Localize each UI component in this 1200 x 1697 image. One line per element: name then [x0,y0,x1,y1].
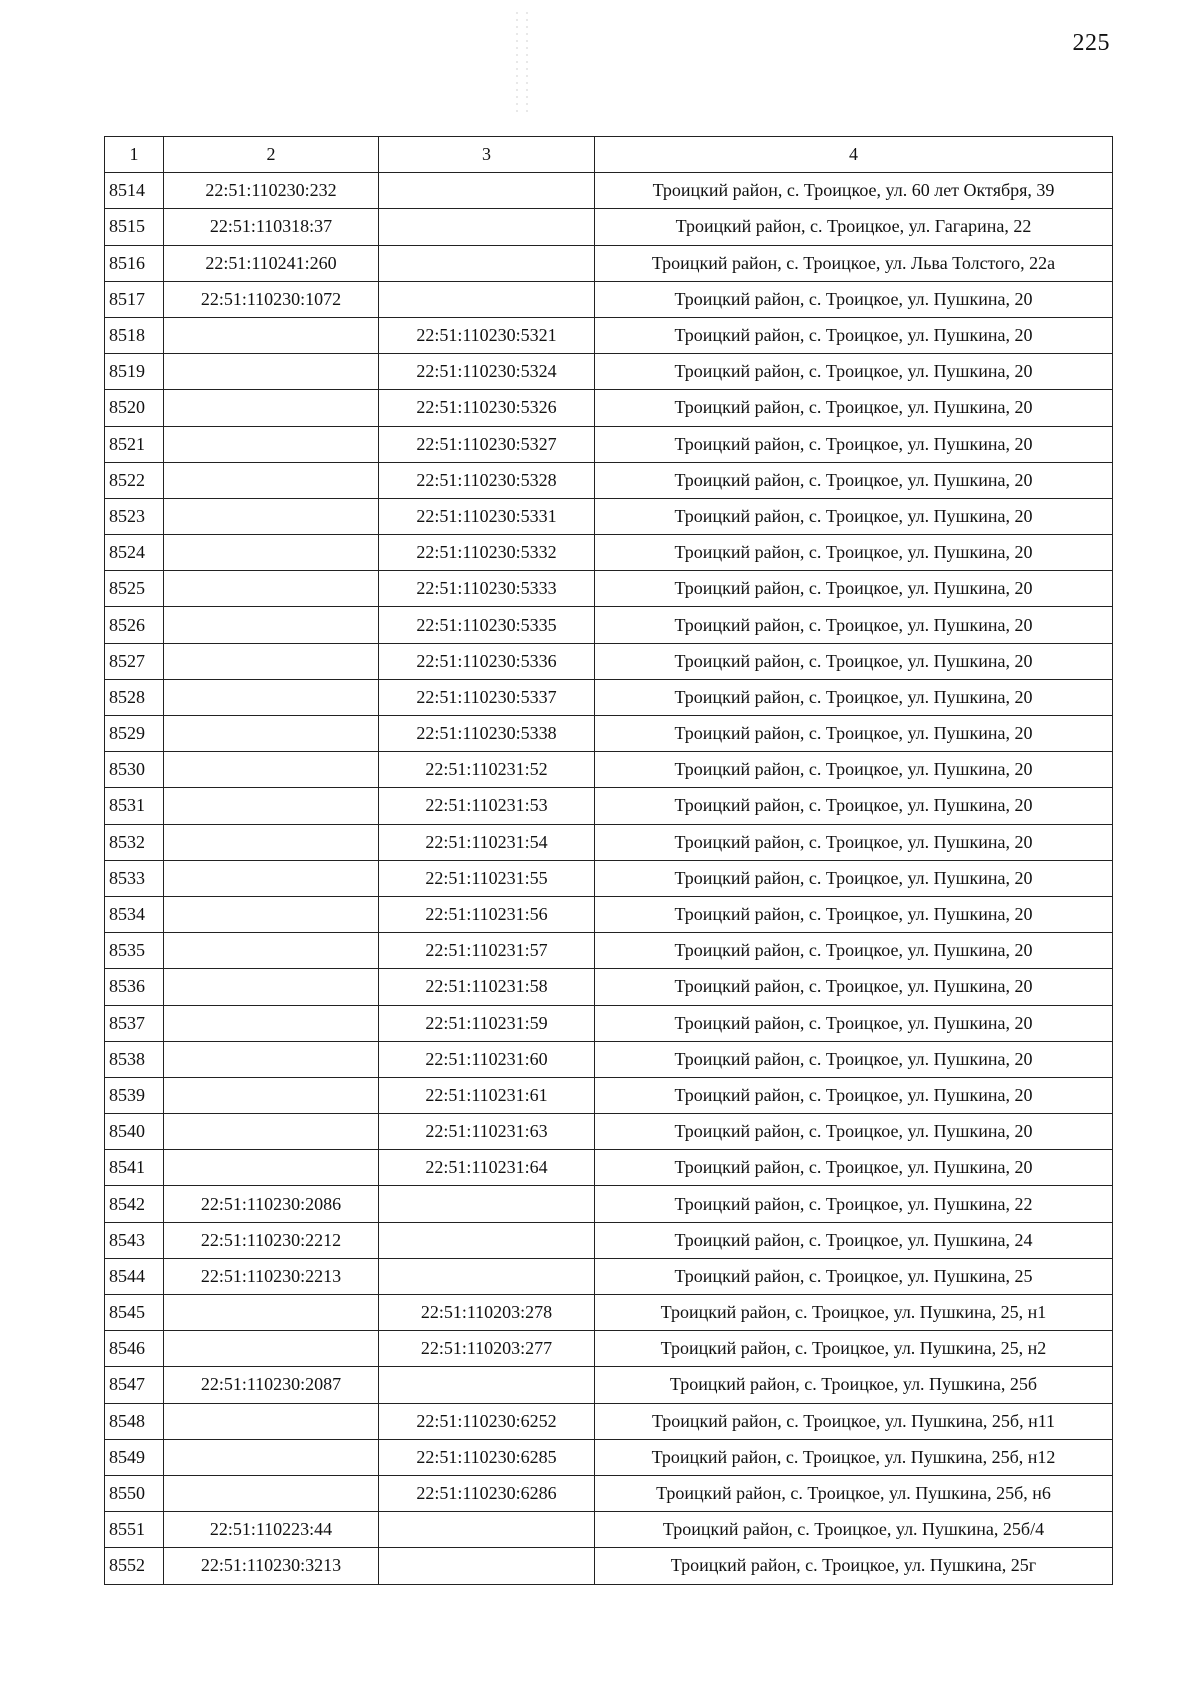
header-col-1: 1 [105,137,164,173]
header-col-4: 4 [595,137,1113,173]
table-row [105,1548,1113,1584]
cadastral-number-cell [164,1439,379,1475]
address-cell: Троицкий район, с. Троицкое, ул. Пушкина, 24 [595,1222,1113,1258]
address-cell: Троицкий район, с. Троицкое, ул. Пушкина, 20 [595,498,1113,534]
table-row [105,1367,1113,1403]
premises-number-cell: 22:51:110231:61 [379,1077,595,1113]
premises-number-cell: 22:51:110231:53 [379,788,595,824]
premises-number-cell: 22:51:110231:58 [379,969,595,1005]
premises-number-cell: 22:51:110230:5338 [379,716,595,752]
table-row [105,896,1113,932]
address-cell: Троицкий район, с. Троицкое, ул. Пушкина, 25б [595,1367,1113,1403]
header-col-2: 2 [164,137,379,173]
cadastral-number-cell: 22:51:110230:2087 [164,1367,379,1403]
table-row [105,679,1113,715]
cadastral-number-cell: 22:51:110223:44 [164,1512,379,1548]
table-row [105,498,1113,534]
table-row [105,1005,1113,1041]
premises-number-cell: 22:51:110231:64 [379,1150,595,1186]
row-number-cell: 8543 [105,1222,164,1258]
table-row [105,969,1113,1005]
address-cell: Троицкий район, с. Троицкое, ул. Пушкина, 20 [595,1041,1113,1077]
row-number-cell: 8521 [105,426,164,462]
table-row [105,1439,1113,1475]
row-number-cell: 8515 [105,209,164,245]
registry-table [104,136,1113,1585]
premises-number-cell: 22:51:110230:5327 [379,426,595,462]
row-number-cell: 8536 [105,969,164,1005]
cadastral-number-cell [164,607,379,643]
cadastral-number-cell: 22:51:110318:37 [164,209,379,245]
scan-artifact-mark [508,12,538,112]
cadastral-number-cell [164,1295,379,1331]
row-number-cell: 8519 [105,354,164,390]
row-number-cell: 8551 [105,1512,164,1548]
row-number-cell: 8544 [105,1258,164,1294]
table-row [105,281,1113,317]
premises-number-cell: 22:51:110230:5331 [379,498,595,534]
address-cell: Троицкий район, с. Троицкое, ул. Пушкина, 25, н2 [595,1331,1113,1367]
cadastral-number-cell [164,390,379,426]
premises-number-cell: 22:51:110230:5332 [379,535,595,571]
table-row [105,209,1113,245]
address-cell: Троицкий район, с. Троицкое, ул. Льва Толстого, 22а [595,245,1113,281]
table-header-row [105,137,1113,173]
row-number-cell: 8537 [105,1005,164,1041]
table-row [105,535,1113,571]
address-cell: Троицкий район, с. Троицкое, ул. Пушкина, 25б/4 [595,1512,1113,1548]
table-row [105,1114,1113,1150]
row-number-cell: 8523 [105,498,164,534]
table-row [105,607,1113,643]
cadastral-number-cell [164,1114,379,1150]
address-cell: Троицкий район, с. Троицкое, ул. Пушкина, 20 [595,462,1113,498]
premises-number-cell: 22:51:110231:55 [379,860,595,896]
premises-number-cell: 22:51:110230:5337 [379,679,595,715]
address-cell: Троицкий район, с. Троицкое, ул. Пушкина, 20 [595,390,1113,426]
row-number-cell: 8516 [105,245,164,281]
cadastral-number-cell [164,788,379,824]
address-cell: Троицкий район, с. Троицкое, ул. Пушкина, 20 [595,426,1113,462]
cadastral-number-cell [164,896,379,932]
premises-number-cell: 22:51:110231:56 [379,896,595,932]
table-row [105,1295,1113,1331]
row-number-cell: 8534 [105,896,164,932]
premises-number-cell: 22:51:110230:5335 [379,607,595,643]
table-row [105,860,1113,896]
cadastral-number-cell [164,498,379,534]
table-body [105,173,1113,1584]
address-cell: Троицкий район, с. Троицкое, ул. Пушкина, 20 [595,1150,1113,1186]
row-number-cell: 8532 [105,824,164,860]
address-cell: Троицкий район, с. Троицкое, ул. Пушкина, 20 [595,607,1113,643]
premises-number-cell: 22:51:110230:5326 [379,390,595,426]
row-number-cell: 8533 [105,860,164,896]
premises-number-cell [379,1512,595,1548]
table-row [105,1331,1113,1367]
page-number: 225 [1072,30,1110,56]
address-cell: Троицкий район, с. Троицкое, ул. Пушкина, 20 [595,281,1113,317]
address-cell: Троицкий район, с. Троицкое, ул. 60 лет Октября, 39 [595,173,1113,209]
cadastral-number-cell [164,426,379,462]
table-row [105,1186,1113,1222]
address-cell: Троицкий район, с. Троицкое, ул. Пушкина, 20 [595,933,1113,969]
table-row [105,643,1113,679]
address-cell: Троицкий район, с. Троицкое, ул. Пушкина, 20 [595,824,1113,860]
table-row [105,462,1113,498]
table-row [105,1222,1113,1258]
premises-number-cell [379,1367,595,1403]
premises-number-cell [379,1186,595,1222]
row-number-cell: 8547 [105,1367,164,1403]
row-number-cell: 8517 [105,281,164,317]
address-cell: Троицкий район, с. Троицкое, ул. Пушкина, 25г [595,1548,1113,1584]
premises-number-cell: 22:51:110231:57 [379,933,595,969]
address-cell: Троицкий район, с. Троицкое, ул. Пушкина, 20 [595,788,1113,824]
cadastral-number-cell [164,933,379,969]
address-cell: Троицкий район, с. Троицкое, ул. Пушкина, 20 [595,317,1113,353]
cadastral-number-cell: 22:51:110230:2086 [164,1186,379,1222]
table-row [105,1077,1113,1113]
address-cell: Троицкий район, с. Троицкое, ул. Пушкина, 20 [595,571,1113,607]
address-cell: Троицкий район, с. Троицкое, ул. Пушкина, 20 [595,354,1113,390]
table-row [105,752,1113,788]
address-cell: Троицкий район, с. Троицкое, ул. Пушкина, 20 [595,896,1113,932]
premises-number-cell [379,1222,595,1258]
row-number-cell: 8535 [105,933,164,969]
cadastral-number-cell [164,1077,379,1113]
address-cell: Троицкий район, с. Троицкое, ул. Пушкина, 20 [595,1114,1113,1150]
cadastral-number-cell [164,969,379,1005]
premises-number-cell: 22:51:110230:5333 [379,571,595,607]
table-row [105,173,1113,209]
premises-number-cell: 22:51:110230:6286 [379,1475,595,1511]
cadastral-number-cell [164,643,379,679]
cadastral-number-cell [164,1041,379,1077]
address-cell: Троицкий район, с. Троицкое, ул. Пушкина, 25б, н6 [595,1475,1113,1511]
row-number-cell: 8549 [105,1439,164,1475]
premises-number-cell: 22:51:110231:59 [379,1005,595,1041]
premises-number-cell [379,209,595,245]
address-cell: Троицкий район, с. Троицкое, ул. Пушкина, 20 [595,752,1113,788]
cadastral-number-cell: 22:51:110241:260 [164,245,379,281]
row-number-cell: 8552 [105,1548,164,1584]
cadastral-number-cell [164,354,379,390]
premises-number-cell [379,245,595,281]
premises-number-cell: 22:51:110230:5321 [379,317,595,353]
table-row [105,1150,1113,1186]
cadastral-number-cell: 22:51:110230:2213 [164,1258,379,1294]
row-number-cell: 8550 [105,1475,164,1511]
address-cell: Троицкий район, с. Троицкое, ул. Пушкина, 25б, н12 [595,1439,1113,1475]
table-row [105,426,1113,462]
address-cell: Троицкий район, с. Троицкое, ул. Пушкина, 20 [595,860,1113,896]
row-number-cell: 8525 [105,571,164,607]
row-number-cell: 8528 [105,679,164,715]
row-number-cell: 8541 [105,1150,164,1186]
table-row [105,354,1113,390]
address-cell: Троицкий район, с. Троицкое, ул. Пушкина, 22 [595,1186,1113,1222]
address-cell: Троицкий район, с. Троицкое, ул. Пушкина, 20 [595,1005,1113,1041]
premises-number-cell: 22:51:110203:278 [379,1295,595,1331]
table-row [105,1475,1113,1511]
address-cell: Троицкий район, с. Троицкое, ул. Пушкина, 20 [595,643,1113,679]
address-cell: Троицкий район, с. Троицкое, ул. Пушкина, 20 [595,535,1113,571]
address-cell: Троицкий район, с. Троицкое, ул. Пушкина, 20 [595,679,1113,715]
cadastral-number-cell [164,1331,379,1367]
address-cell: Троицкий район, с. Троицкое, ул. Пушкина, 25 [595,1258,1113,1294]
premises-number-cell [379,1548,595,1584]
table-row [105,571,1113,607]
table-row [105,245,1113,281]
cadastral-number-cell [164,752,379,788]
premises-number-cell [379,281,595,317]
table-row [105,1258,1113,1294]
address-cell: Троицкий район, с. Троицкое, ул. Пушкина, 20 [595,716,1113,752]
table-row [105,1403,1113,1439]
cadastral-number-cell: 22:51:110230:2212 [164,1222,379,1258]
row-number-cell: 8539 [105,1077,164,1113]
premises-number-cell: 22:51:110230:5336 [379,643,595,679]
address-cell: Троицкий район, с. Троицкое, ул. Пушкина, 25, н1 [595,1295,1113,1331]
row-number-cell: 8520 [105,390,164,426]
address-cell: Троицкий район, с. Троицкое, ул. Гагарина, 22 [595,209,1113,245]
cadastral-number-cell [164,824,379,860]
row-number-cell: 8538 [105,1041,164,1077]
table-row [105,317,1113,353]
cadastral-number-cell [164,1150,379,1186]
row-number-cell: 8546 [105,1331,164,1367]
row-number-cell: 8527 [105,643,164,679]
premises-number-cell: 22:51:110231:54 [379,824,595,860]
row-number-cell: 8514 [105,173,164,209]
cadastral-number-cell: 22:51:110230:3213 [164,1548,379,1584]
cadastral-number-cell [164,1403,379,1439]
premises-number-cell [379,173,595,209]
cadastral-number-cell [164,679,379,715]
cadastral-number-cell [164,716,379,752]
table-row [105,390,1113,426]
row-number-cell: 8526 [105,607,164,643]
table-row [105,716,1113,752]
address-cell: Троицкий район, с. Троицкое, ул. Пушкина, 20 [595,1077,1113,1113]
row-number-cell: 8531 [105,788,164,824]
cadastral-number-cell [164,1475,379,1511]
table-row [105,824,1113,860]
premises-number-cell: 22:51:110231:63 [379,1114,595,1150]
header-col-3: 3 [379,137,595,173]
row-number-cell: 8529 [105,716,164,752]
cadastral-number-cell [164,571,379,607]
row-number-cell: 8542 [105,1186,164,1222]
cadastral-number-cell [164,1005,379,1041]
cadastral-number-cell [164,317,379,353]
premises-number-cell: 22:51:110230:5328 [379,462,595,498]
address-cell: Троицкий район, с. Троицкое, ул. Пушкина, 25б, н11 [595,1403,1113,1439]
premises-number-cell: 22:51:110230:6285 [379,1439,595,1475]
row-number-cell: 8522 [105,462,164,498]
cadastral-number-cell: 22:51:110230:1072 [164,281,379,317]
premises-number-cell: 22:51:110203:277 [379,1331,595,1367]
table-row [105,1041,1113,1077]
premises-number-cell [379,1258,595,1294]
premises-number-cell: 22:51:110231:60 [379,1041,595,1077]
premises-number-cell: 22:51:110230:6252 [379,1403,595,1439]
address-cell: Троицкий район, с. Троицкое, ул. Пушкина, 20 [595,969,1113,1005]
row-number-cell: 8540 [105,1114,164,1150]
premises-number-cell: 22:51:110230:5324 [379,354,595,390]
cadastral-number-cell [164,860,379,896]
row-number-cell: 8545 [105,1295,164,1331]
table-row [105,933,1113,969]
cadastral-number-cell [164,462,379,498]
row-number-cell: 8548 [105,1403,164,1439]
row-number-cell: 8524 [105,535,164,571]
cadastral-number-cell: 22:51:110230:232 [164,173,379,209]
cadastral-number-cell [164,535,379,571]
row-number-cell: 8530 [105,752,164,788]
premises-number-cell: 22:51:110231:52 [379,752,595,788]
row-number-cell: 8518 [105,317,164,353]
table-row [105,788,1113,824]
table-row [105,1512,1113,1548]
